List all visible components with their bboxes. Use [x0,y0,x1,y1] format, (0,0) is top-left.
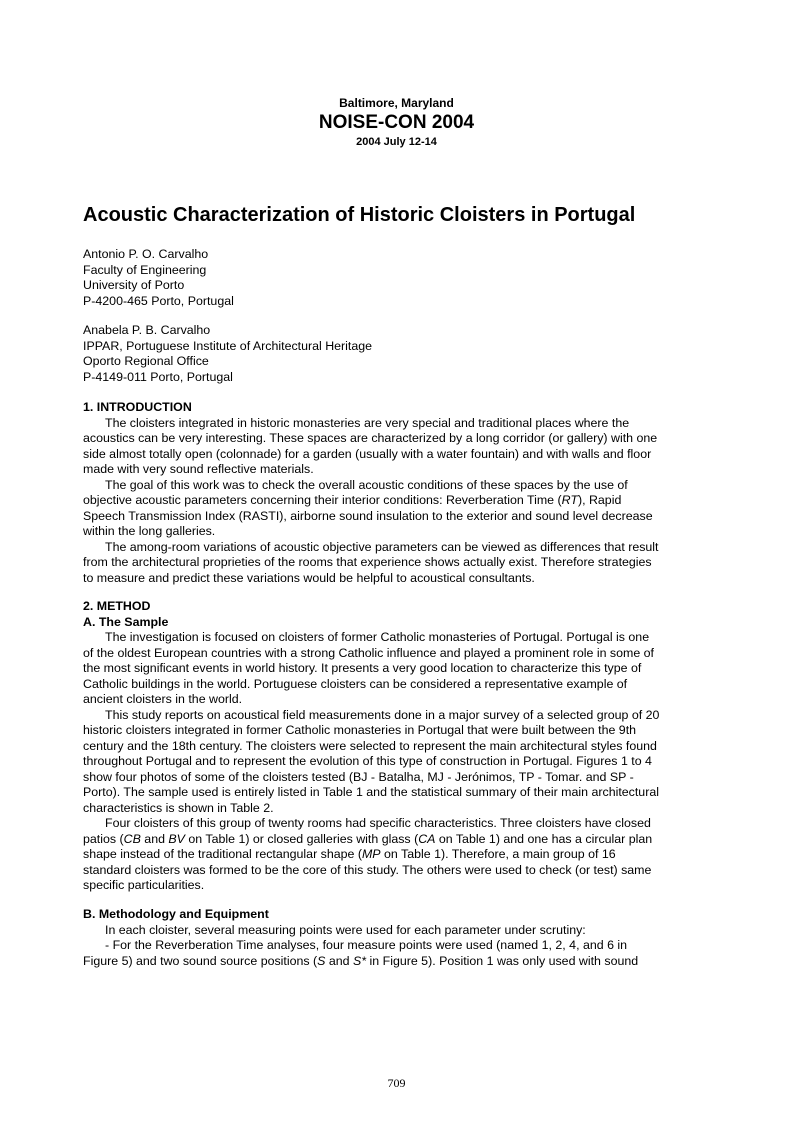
conference-date: 2004 July 12-14 [356,136,437,148]
text-line: century and the 18th century. The cloisters were selected to represent the main architectural styles found [83,738,657,753]
text-line: within the long galleries. [83,524,216,538]
text-line: show four photos of some of the cloisters tested (BJ - Batalha, MJ - Jerónimos, TP - Tomar. and SP - [83,769,634,784]
text-line: ancient cloisters in the world. [83,692,243,706]
text-line: from the architectural proprieties of the rooms that experience shows actually exist. Therefore strategies [83,555,652,569]
conference-location: Baltimore, Maryland [339,96,454,110]
section-heading: 1. INTRODUCTION [83,400,192,414]
paragraph [83,540,713,587]
subsection-heading: A. The Sample [83,614,169,629]
text-line: - For the Reverberation Time analyses, four measure points were used (named 1, 2, 4, and 6 in [105,938,628,952]
page-number: 709 [387,1076,406,1090]
text-line: to measure and predict these variations would be helpful to acoustical consultants. [83,570,535,585]
paper-title: Acoustic Characterization of Historic Cloisters in Portugal [83,204,636,226]
author-address: P-4149-011 Porto, Portugal [83,369,233,384]
author-address: P-4200-465 Porto, Portugal [83,293,234,308]
paragraph [83,630,713,708]
text-line: Catholic buildings in the world. Portuguese cloisters can be considered a representative example of [83,676,628,691]
text-line: The goal of this work was to check the overall acoustic conditions of these spaces by the use of [105,477,628,492]
author-name: Antonio P. O. Carvalho [83,247,209,261]
text-line: Four cloisters of this group of twenty rooms had specific characteristics. Three cloisters have closed [105,816,651,830]
text-line: historic cloisters integrated in former Catholic monasteries in Portugal that were built between the 9th [83,723,637,737]
paragraph [83,416,713,478]
text-line: characteristics is shown in Table 2. [83,800,274,815]
subsection-heading: B. Methodology and Equipment [83,907,269,921]
text-line: In each cloister, several measuring points were used for each parameter under scrutiny: [105,922,586,937]
text-line: side almost totally open (colonnade) for a garden (usually with a water fountain) and with walls and floor [83,446,652,461]
text-line: Figure 5) and two sound source positions (S and S* in Figure 5). Position 1 was only used with sound [83,953,639,968]
text-line: The investigation is focused on cloisters of former Catholic monasteries of Portugal. Portugal is one [105,630,650,644]
author-affiliation: IPPAR, Portuguese Institute of Architectural Heritage [83,338,373,353]
text-line: Porto). The sample used is entirely listed in Table 1 and the statistical summary of their main architectural [83,785,659,799]
section-method [83,599,713,894]
text-line: made with very sound reflective materials. [83,462,314,476]
section-methodology [83,907,713,969]
author-block-2 [83,323,713,385]
conference-name: NOISE-CON 2004 [318,112,475,133]
text-line: patios (CB and BV on Table 1) or closed galleries with glass (CA on Table 1) and one has a circular plan [83,831,653,846]
text-line: The among-room variations of acoustic objective parameters can be viewed as differences that result [105,539,659,554]
text-line: the most significant events in world history. It presents a very good location to characterize this type of [83,661,642,675]
text-line: of the oldest European countries with a strong Catholic influence and played a prominent role in some of [83,645,654,660]
text-line: specific particularities. [83,878,205,892]
author-affiliation: Oporto Regional Office [83,354,209,368]
text-line: objective acoustic parameters concerning their interior conditions: Reverberation Time (RT), Rapid [83,493,622,507]
text-line: throughout Portugal and to represent the evolution of this type of construction in Portugal. Figures 1 to 4 [83,754,652,768]
text-line: standard cloisters was formed to be the core of this study. The others were used to check (or test) same [83,862,652,877]
text-line: Speech Transmission Index (RASTI), airborne sound insulation to the exterior and sound level decrease [83,508,653,523]
author-name: Anabela P. B. Carvalho [83,323,211,337]
paragraph [83,708,713,817]
author-affiliation: Faculty of Engineering [83,262,207,277]
text-line: This study reports on acoustical field measurements done in a major survey of a selected group of 20 [105,707,660,722]
paragraph [83,478,713,540]
section-heading: 2. METHOD [83,599,151,613]
author-block-1 [83,247,713,309]
author-affiliation: University of Porto [83,278,185,292]
text-line: shape instead of the traditional rectangular shape (MP on Table 1). Therefore, a main group of 16 [83,847,616,861]
paragraph [83,938,713,969]
section-introduction [83,400,713,586]
text-line: acoustics can be very interesting. These spaces are characterized by a long corridor (or gallery) with one [83,431,658,445]
text-line: The cloisters integrated in historic monasteries are very special and traditional places where the [105,415,630,430]
paragraph [83,816,713,894]
